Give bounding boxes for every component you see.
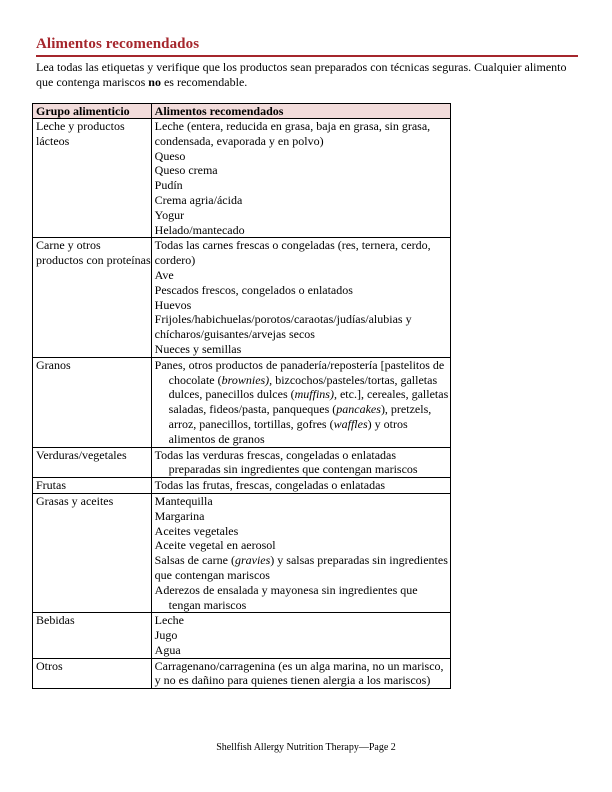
recommended-foods-cell	[151, 478, 450, 494]
food-item	[155, 178, 450, 193]
food-item-italic-text: waffles	[333, 416, 368, 431]
food-item-text: Queso	[154, 148, 186, 163]
food-item-italic-text: muffins),	[294, 387, 340, 402]
food-item-text: Ave	[154, 267, 174, 282]
intro-text: Lea todas las etiquetas y verifique que los productos sean preparados con técnicas seguras. Cualquier alimento que contenga mariscos	[36, 60, 567, 89]
recommended-foods-cell	[151, 447, 450, 478]
food-item-text: Todas las verduras frescas, congeladas o enlatadas preparadas sin ingredientes que contengan mariscos	[154, 447, 418, 477]
page-title: Alimentos recomendados	[36, 36, 200, 52]
food-item-text: Aceite vegetal en aerosol	[154, 538, 276, 553]
intro-text-end: es recomendable.	[160, 74, 248, 89]
food-item-italic-text: brownies),	[221, 372, 273, 387]
food-item-text: Queso crema	[154, 163, 218, 178]
food-item	[155, 268, 450, 283]
page-footer: Shellfish Allergy Nutrition Therapy—Page 2	[216, 742, 396, 753]
food-item	[155, 223, 450, 238]
food-item-text: ) y salsas preparadas sin ingredientes que contengan mariscos	[154, 553, 448, 582]
recommended-foods-table	[32, 103, 451, 689]
food-item	[155, 628, 450, 643]
food-item	[155, 583, 450, 613]
food-item	[155, 342, 450, 357]
food-item	[155, 553, 450, 583]
table-row	[33, 238, 451, 357]
food-item-text: Agua	[154, 642, 181, 657]
food-group-cell: Grasas y aceites	[33, 493, 152, 612]
food-item	[155, 494, 450, 509]
table-body	[33, 119, 451, 689]
food-item-text: Aceites vegetales	[154, 523, 239, 538]
food-group-cell: Leche y productos lácteos	[33, 119, 152, 238]
table-row	[33, 447, 451, 478]
food-item	[155, 119, 450, 149]
food-item	[155, 478, 450, 493]
intro-bold: no	[148, 74, 161, 89]
food-item	[155, 659, 450, 689]
food-item	[155, 283, 450, 298]
food-item-text: Leche	[154, 613, 184, 628]
food-item-text: Salsas de carne (	[154, 553, 235, 568]
food-item-text: Aderezos de ensalada y mayonesa sin ingredientes que tengan mariscos	[154, 582, 418, 612]
food-group-cell: Carne y otros productos con proteínas	[33, 238, 152, 357]
food-group-cell: Verduras/vegetales	[33, 447, 152, 478]
food-item	[155, 538, 450, 553]
food-item	[155, 613, 450, 628]
food-item-text: Frijoles/habichuelas/porotos/caraotas/judías/alubias y chícharos/guisantes/arvejas secos	[154, 312, 412, 342]
food-item	[155, 149, 450, 164]
food-item-text: Panes, otros productos de panadería/repostería [pastelitos de chocolate (	[154, 357, 445, 387]
food-item	[155, 208, 450, 223]
recommended-foods-cell	[151, 613, 450, 658]
food-item	[155, 643, 450, 658]
food-item-text: Jugo	[154, 628, 178, 643]
header-food-group: Grupo alimenticio	[33, 104, 152, 119]
header-recommended-foods: Alimentos recomendados	[151, 104, 450, 119]
food-item	[155, 448, 450, 478]
food-group-cell: Frutas	[33, 478, 152, 494]
food-item-italic-text: pancakes	[336, 402, 381, 417]
food-item	[155, 509, 450, 524]
title-rule	[36, 55, 578, 57]
food-item	[155, 312, 450, 342]
food-item-text: Leche (entera, reducida en grasa, baja en grasa, sin grasa, condensada, evaporada y en polvo)	[154, 119, 431, 148]
food-item-text: Yogur	[154, 207, 185, 222]
food-item-text: Margarina	[154, 508, 205, 523]
food-item	[155, 298, 450, 313]
food-item-italic-text: gravies	[234, 553, 271, 568]
recommended-foods-cell	[151, 238, 450, 357]
table-row	[33, 658, 451, 689]
food-group-cell: Otros	[33, 658, 152, 689]
food-item-text: ) y otros alimentos de granos	[168, 416, 408, 446]
table-row	[33, 493, 451, 612]
food-item-text: Todas las frutas, frescas, congeladas o enlatadas	[154, 478, 386, 493]
food-item-text: ), pretzels, arroz, panecillos, tortillas, gofres (	[168, 402, 432, 431]
recommended-foods-cell	[151, 357, 450, 447]
table-row	[33, 357, 451, 447]
table-row	[33, 119, 451, 238]
recommended-foods-cell	[151, 119, 450, 238]
food-item-text: Pescados frescos, congelados o enlatados	[154, 282, 353, 297]
recommended-foods-cell	[151, 658, 450, 689]
food-group-cell: Granos	[33, 357, 152, 447]
food-item-text: Mantequilla	[154, 493, 213, 508]
food-item-text: Nueces y semillas	[154, 341, 242, 356]
food-item	[155, 163, 450, 178]
food-item	[155, 193, 450, 208]
food-item-text: bizcochos/pasteles/tortas, galletas dulces, panecillos dulces (	[168, 372, 438, 402]
food-item	[155, 358, 450, 447]
food-group-cell: Bebidas	[33, 613, 152, 658]
intro-paragraph	[36, 60, 578, 89]
food-item-text: Huevos	[154, 297, 192, 312]
food-item-text: Helado/mantecado	[154, 222, 245, 237]
food-item-text: Todas las carnes frescas o congeladas (res, ternera, cerdo, cordero)	[154, 238, 431, 268]
food-item-text: Pudín	[154, 178, 183, 193]
table-header-row	[33, 104, 451, 119]
food-item	[155, 524, 450, 539]
food-item-text: Crema agria/ácida	[154, 192, 243, 207]
food-item-text: Carragenano/carragenina (es un alga marina, no un marisco, y no es dañino para quienes tienen alergia a los mariscos)	[154, 658, 444, 688]
table-row	[33, 613, 451, 658]
food-item	[155, 238, 450, 268]
food-item-text: etc.], cereales, galletas saladas, fideos/pasta, panqueques (	[168, 387, 449, 417]
table-row	[33, 478, 451, 494]
recommended-foods-cell	[151, 493, 450, 612]
